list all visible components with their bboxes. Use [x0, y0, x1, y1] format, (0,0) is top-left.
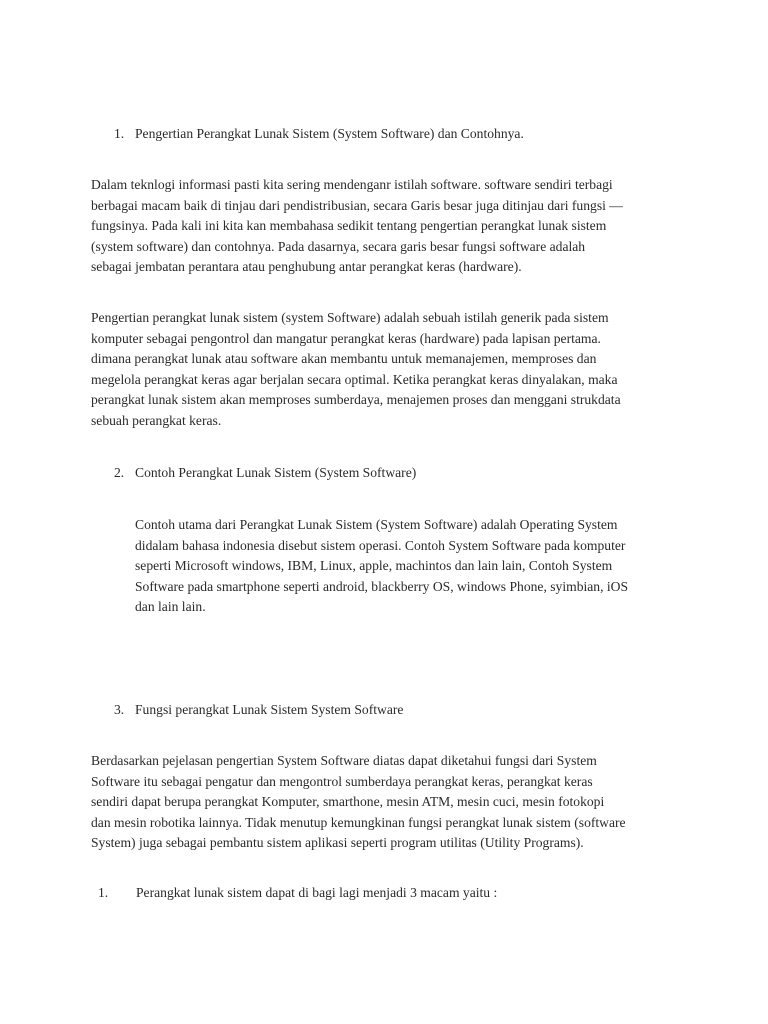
- paragraph-line: didalam bahasa indonesia disebut sistem operasi. Contoh System Software pada komputer: [135, 537, 626, 553]
- paragraph-line: seperti Microsoft windows, IBM, Linux, apple, machintos dan lain lain, Contoh System: [135, 558, 613, 573]
- paragraph-examples: [135, 515, 628, 618]
- section-title: Contoh Perangkat Lunak Sistem (System Software): [135, 465, 417, 480]
- paragraph-line: sebuah perangkat keras.: [91, 412, 222, 428]
- paragraph-line: berbagai macam baik di tinjau dari pendistribusian, secara Garis besar juga ditinjau dari fungsi —: [91, 197, 623, 213]
- section-title: Perangkat lunak sistem dapat di bagi lagi menjadi 3 macam yaitu :: [136, 885, 498, 900]
- paragraph-line: Pengertian perangkat lunak sistem (system Software) adalah sebuah istilah generik pada sistem: [91, 310, 609, 325]
- paragraph-line: (system software) dan contohnya. Pada dasarnya, secara garis besar fungsi software adalah: [91, 238, 586, 254]
- paragraph-line: komputer sebagai pengontrol dan mangatur perangkat keras (hardware) pada lapisan pertama.: [91, 330, 601, 346]
- section-title: Fungsi perangkat Lunak Sistem System Software: [135, 702, 404, 717]
- list-number: 1.: [114, 126, 125, 141]
- section-title: Pengertian Perangkat Lunak Sistem (System Software) dan Contohnya.: [135, 126, 524, 141]
- paragraph-line: Berdasarkan pejelasan pengertian System Software diatas dapat diketahui fungsi dari System: [91, 753, 597, 768]
- paragraph-line: sebagai jembatan perantara atau penghubung antar perangkat keras (hardware).: [91, 259, 522, 274]
- paragraph-line: System) juga sebagai pembantu sistem aplikasi seperti program utilitas (Utility Programs).: [91, 835, 584, 850]
- paragraph-line: perangkat lunak sistem akan memproses sumberdaya, menajemen proses dan menggani strukdata: [91, 392, 621, 407]
- paragraph-line: dan lain lain.: [135, 599, 206, 614]
- paragraph-definition: [91, 308, 621, 431]
- paragraph-line: fungsinya. Pada kali ini kita kan membahasa sedikit tentang pengertian perangkat lunak sistem: [91, 218, 607, 233]
- paragraph-line: Software itu sebagai pengatur dan mengontrol sumberdaya perangkat keras, perangkat keras: [91, 773, 593, 789]
- paragraph-line: dimana perangkat lunak atau software akan membantu untuk memanajemen, memproses dan: [91, 351, 597, 366]
- list-number: 2.: [114, 465, 125, 480]
- paragraph-line: megelola perangkat keras agar berjalan secara optimal. Ketika perangkat keras dinyalakan, maka: [91, 371, 618, 387]
- paragraph-function: [91, 751, 626, 854]
- paragraph-line: Software pada smartphone seperti android, blackberry OS, windows Phone, syimbian, iOS: [135, 578, 629, 594]
- paragraph-line: Dalam teknlogi informasi pasti kita sering mendenganr istilah software. software sendiri terbagi: [91, 177, 613, 192]
- paragraph-line: Contoh utama dari Perangkat Lunak Sistem (System Software) adalah Operating System: [135, 517, 618, 532]
- paragraph-line: dan mesin robotika lainnya. Tidak menutup kemungkinan fungsi perangkat lunak sistem (software: [91, 814, 626, 830]
- list-number: 3.: [114, 702, 125, 717]
- paragraph-intro: [91, 175, 623, 278]
- list-number: 1.: [98, 885, 109, 900]
- paragraph-line: sendiri dapat berupa perangkat Komputer, smarthone, mesin ATM, mesin cuci, mesin fotokopi: [91, 794, 605, 809]
